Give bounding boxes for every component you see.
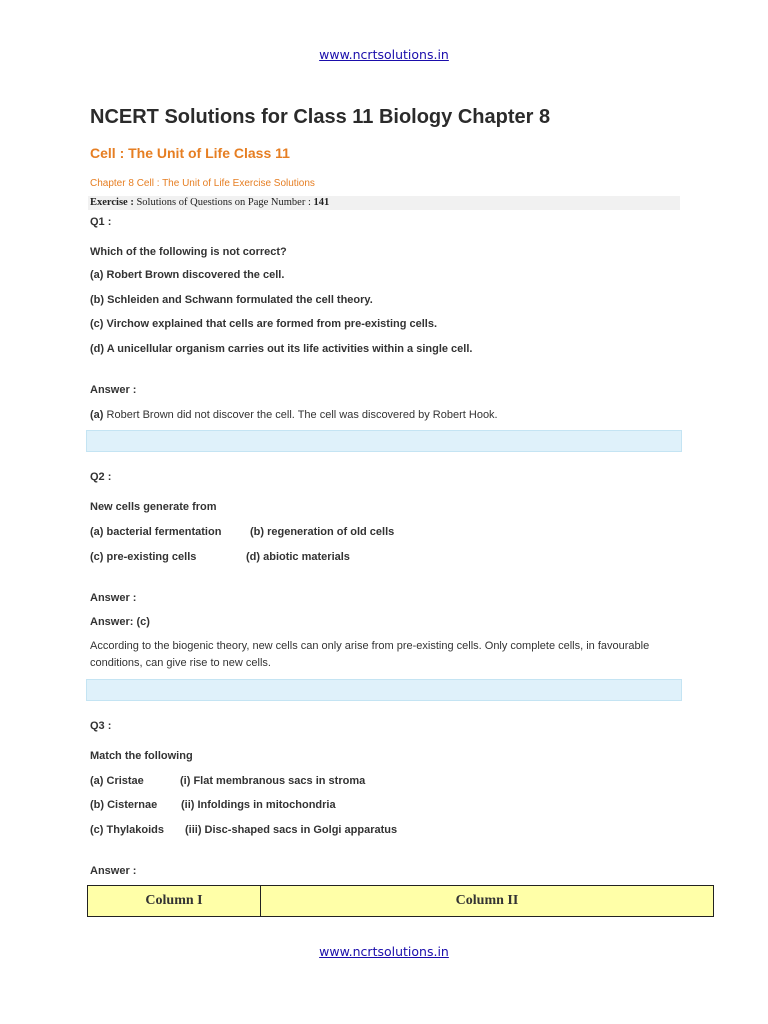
q3-row-c-right: (iii) Disc-shaped sacs in Golgi apparatus <box>185 824 398 836</box>
q3-row-a-right: (i) Flat membranous sacs in stroma <box>180 775 366 787</box>
q1-answer-prefix: (a) <box>90 409 104 421</box>
table-header-column-ii: Column II <box>261 886 714 917</box>
q1-answer-text: Robert Brown did not discover the cell. The cell was discovered by Robert Hook. <box>106 409 498 421</box>
table-header-row <box>88 886 714 917</box>
q3-label: Q3 : <box>90 720 112 732</box>
q2-label: Q2 : <box>90 471 112 483</box>
q1-highlight-box <box>86 430 682 452</box>
page-title: NCERT Solutions for Class 11 Biology Chapter 8 <box>90 106 551 128</box>
answer-table <box>87 885 714 917</box>
q1-option-d: (d) A unicellular organism carries out its life activities within a single cell. <box>90 343 473 355</box>
q2-answer-line: Answer: (c) <box>90 616 150 628</box>
q2-option-a: (a) bacterial fermentation <box>90 526 222 538</box>
q2-explanation: According to the biogenic theory, new cells can only arise from pre-existing cells. Only complete cells, in favourable conditions, can give rise to new cells. <box>90 640 650 669</box>
q2-option-b: (b) regeneration of old cells <box>250 526 395 538</box>
q2-answer-label: Answer : <box>90 592 137 604</box>
q1-option-a: (a) Robert Brown discovered the cell. <box>90 269 285 281</box>
q1-answer-label: Answer : <box>90 384 137 396</box>
footer-site-link[interactable]: www.ncrtsolutions.in <box>319 944 449 959</box>
exercise-text: Solutions of Questions on Page Number : <box>136 197 311 208</box>
q2-option-d: (d) abiotic materials <box>246 551 350 563</box>
q3-row-c-left: (c) Thylakoids <box>90 824 164 836</box>
exercise-page: 141 <box>313 197 330 208</box>
q3-answer-label: Answer : <box>90 865 137 877</box>
q2-highlight-box <box>86 679 682 701</box>
q3-row-a-left: (a) Cristae <box>90 775 144 787</box>
table-header-column-i: Column I <box>88 886 261 917</box>
q1-question: Which of the following is not correct? <box>90 246 287 258</box>
exercise-label: Exercise : <box>90 197 134 208</box>
chapter-line: Chapter 8 Cell : The Unit of Life Exercise Solutions <box>90 178 315 189</box>
q1-option-b: (b) Schleiden and Schwann formulated the cell theory. <box>90 294 373 306</box>
header-site-link[interactable]: www.ncrtsolutions.in <box>319 47 449 62</box>
q2-question: New cells generate from <box>90 501 217 513</box>
exercise-bar <box>88 196 680 210</box>
q1-label: Q1 : <box>90 216 112 228</box>
q2-option-c: (c) pre-existing cells <box>90 551 197 563</box>
page-subtitle: Cell : The Unit of Life Class 11 <box>90 145 290 161</box>
q1-answer <box>90 409 498 421</box>
q1-option-c: (c) Virchow explained that cells are formed from pre-existing cells. <box>90 318 438 330</box>
q3-question: Match the following <box>90 750 193 762</box>
q3-row-b-right: (ii) Infoldings in mitochondria <box>181 799 336 811</box>
q3-row-b-left: (b) Cisternae <box>90 799 158 811</box>
